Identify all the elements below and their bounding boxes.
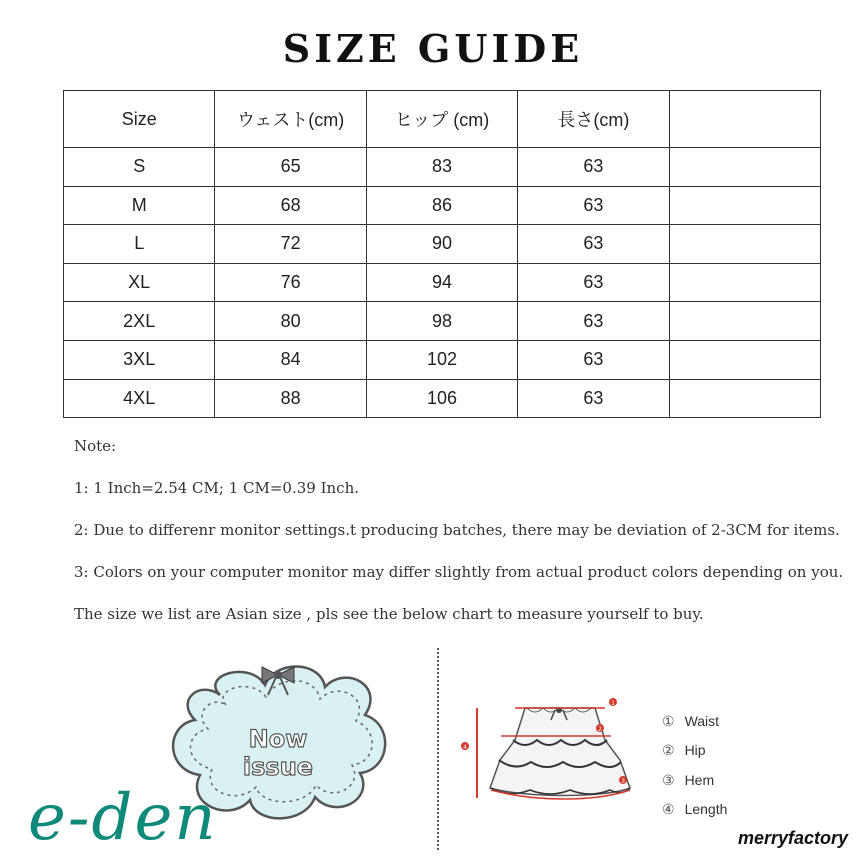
cell-hip: 83: [366, 148, 517, 187]
table-row: [64, 340, 821, 379]
cell-size: L: [64, 225, 215, 264]
cell-size: 3XL: [64, 340, 215, 379]
cell-length: 63: [518, 340, 669, 379]
cell-waist: 88: [215, 379, 366, 418]
legend-label: Waist: [684, 712, 720, 729]
legend-num: ②: [662, 742, 675, 759]
legend-item-waist: [662, 706, 727, 736]
legend-label: Length: [684, 801, 728, 818]
watermark: merryfactory: [737, 828, 848, 848]
cell-empty: [669, 302, 820, 341]
cell-size: M: [64, 186, 215, 225]
cell-waist: 84: [215, 340, 366, 379]
cell-empty: [669, 379, 820, 418]
legend-num: ④: [662, 801, 675, 818]
table-row: [64, 186, 821, 225]
header-size: Size: [64, 91, 215, 148]
cell-waist: 65: [215, 148, 366, 187]
skirt-icon: [490, 707, 630, 796]
cell-length: 63: [518, 186, 669, 225]
cell-size: 4XL: [64, 379, 215, 418]
marker-length-label: 4: [463, 744, 467, 751]
cell-hip: 94: [366, 263, 517, 302]
table-row: [64, 302, 821, 341]
cell-length: 63: [518, 379, 669, 418]
table-row: [64, 379, 821, 418]
marker-hip-label: 2: [598, 726, 602, 733]
cell-waist: 72: [215, 225, 366, 264]
cell-empty: [669, 340, 820, 379]
header-empty: [669, 91, 820, 148]
measurement-legend: [662, 706, 727, 824]
cell-size: 2XL: [64, 302, 215, 341]
note-line: 2: Due to differenr monitor settings.t producing batches, there may be deviation of 2-3CM for items.: [74, 521, 840, 539]
cell-empty: [669, 263, 820, 302]
size-table: [63, 90, 821, 418]
cell-length: 63: [518, 225, 669, 264]
legend-label: Hem: [684, 771, 715, 788]
table-row: [64, 148, 821, 187]
cell-size: S: [64, 148, 215, 187]
legend-num: ①: [662, 712, 675, 729]
skirt-diagram: [455, 690, 645, 820]
cell-length: 63: [518, 302, 669, 341]
section-divider: [437, 648, 439, 850]
cell-hip: 98: [366, 302, 517, 341]
cell-hip: 86: [366, 186, 517, 225]
page-title: SIZE GUIDE: [282, 26, 584, 71]
legend-item-length: [662, 795, 727, 825]
legend-item-hem: [662, 765, 727, 795]
notes-section: [74, 434, 854, 644]
cell-hip: 90: [366, 225, 517, 264]
legend-num: ③: [662, 771, 675, 788]
cell-length: 63: [518, 148, 669, 187]
badge-line2: issue: [242, 753, 314, 781]
table-row: [64, 263, 821, 302]
header-waist: ウェスト(cm): [215, 91, 366, 148]
cell-hip: 106: [366, 379, 517, 418]
note-line: 3: Colors on your computer monitor may differ slightly from actual product colors depending on you.: [74, 563, 844, 581]
cell-length: 63: [518, 263, 669, 302]
cell-size: XL: [64, 263, 215, 302]
marker-hem-label: 3: [621, 778, 625, 785]
cell-empty: [669, 225, 820, 264]
note-line: 1: 1 Inch=2.54 CM; 1 CM=0.39 Inch.: [74, 479, 360, 497]
header-hip: ヒップ (cm): [366, 91, 517, 148]
table-header-row: [64, 91, 821, 148]
legend-label: Hip: [684, 742, 706, 759]
note-heading: Note:: [74, 437, 117, 455]
cell-waist: 68: [215, 186, 366, 225]
brand-logo: e-den: [28, 781, 218, 855]
cell-empty: [669, 148, 820, 187]
table-row: [64, 225, 821, 264]
cell-waist: 80: [215, 302, 366, 341]
note-line: The size we list are Asian size , pls see the below chart to measure yourself to buy.: [74, 605, 704, 623]
cell-hip: 102: [366, 340, 517, 379]
header-length: 長さ(cm): [518, 91, 669, 148]
marker-waist-label: 1: [611, 700, 615, 707]
badge-line1: Now: [248, 725, 308, 753]
legend-item-hip: [662, 736, 727, 766]
cell-empty: [669, 186, 820, 225]
cell-waist: 76: [215, 263, 366, 302]
